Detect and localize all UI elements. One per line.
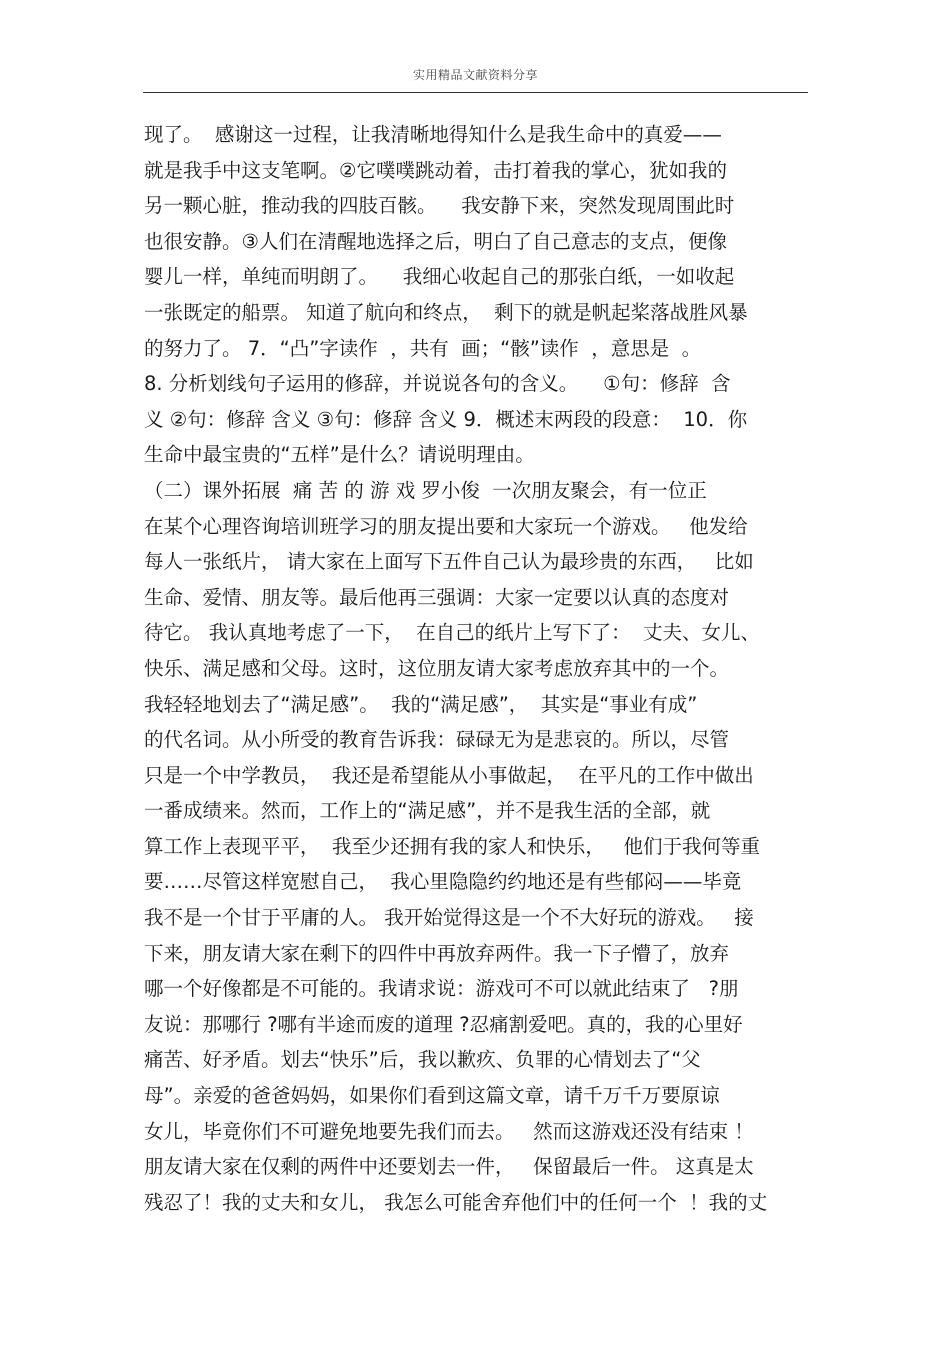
page-header [143, 62, 808, 93]
text-line: 友说：那哪行 ?哪有半途而废的道理 ?忍痛割爱吧。真的，我的心里好 [144, 1012, 743, 1036]
text-line: 一番成绩来。然而，工作上的“满足感”，并不是我生活的全部，就 [144, 799, 711, 823]
text-line: 要……尽管这样宽慰自己， 我心里隐隐约约地还是有些郁闷——毕竟 [144, 870, 742, 894]
text-line: 每人一张纸片， 请大家在上面写下五件自己认为最珍贵的东西， 比如 [144, 550, 754, 574]
text-line: 待它。 我认真地考虑了一下， 在自己的纸片上写下了： 丈夫、女儿、 [144, 621, 760, 645]
text-line: 残忍了！我的丈夫和女儿， 我怎么可能舍弃他们中的任何一个 ！我的丈 [144, 1190, 768, 1214]
text-line: 一张既定的船票。 知道了航向和终点， 剩下的就是帆起桨落战胜风暴 [144, 300, 748, 324]
text-line: 母”。亲爱的爸爸妈妈，如果你们看到这篇文章，请千万千万要原谅 [144, 1084, 720, 1108]
text-line: 朋友请大家在仅剩的两件中还要划去一件， 保留最后一件。 这真是太 [144, 1155, 754, 1179]
text-line: 就是我手中这支笔啊。②它噗噗跳动着，击打着我的掌心，犹如我的 [144, 158, 727, 182]
text-line: 哪一个好像都是不可能的。我请求说：游戏可不可以就此结束了 ?朋 [144, 977, 739, 1001]
text-line: 生命中最宝贵的“五样”是什么？请说明理由。 [144, 443, 535, 467]
text-line: 的代名词。从小所受的教育告诉我：碌碌无为是悲哀的。所以，尽管 [144, 728, 730, 752]
text-line: 我轻轻地划去了“满足感”。 我的“满足感”， 其实是“事业有成” [144, 692, 698, 716]
text-line: 生命、爱情、朋友等。最后他再三强调：大家一定要以认真的态度对 [144, 585, 730, 609]
text-line: 婴儿一样，单纯而明朗了。 我细心收起自己的那张白纸，一如收起 [144, 265, 735, 289]
body-text [144, 117, 814, 1220]
text-line: 另一颗心脏，推动我的四肢百骸。 我安静下来，突然发现周围此时 [144, 194, 735, 218]
text-line: 在某个心理咨询培训班学习的朋友提出要和大家玩一个游戏。 他发给 [144, 514, 748, 538]
text-line: 8. 分析划线句子运用的修辞，并说说各句的含义。 ①句：修辞 含 [144, 372, 731, 396]
text-line: 算工作上表现平平， 我至少还拥有我的家人和快乐， 他们于我何等重 [144, 834, 760, 858]
text-line: 快乐、满足感和父母。这时，这位朋友请大家考虑放弃其中的一个。 [144, 656, 730, 680]
text-line: 下来，朋友请大家在剩下的四件中再放弃两件。我一下子懵了，放弃 [144, 941, 730, 965]
text-line: （二）课外拓展 痛 苦 的 游 戏 罗小俊 一次朋友聚会，有一位正 [144, 478, 707, 502]
text-line: 痛苦、好矛盾。划去“快乐”后，我以歉疚、负罪的心情划去了“父 [144, 1048, 701, 1072]
text-line: 只是一个中学教员， 我还是希望能从小事做起， 在平凡的工作中做出 [144, 763, 754, 787]
text-line: 也很安静。③人们在清醒地选择之后，明白了自己意志的支点，便像 [144, 229, 727, 253]
text-line: 义 ②句：修辞 含义 ③句：修辞 含义 9．概述末两段的段意： 10．你 [144, 407, 748, 431]
header-title: 实用精品文献资料分享 [412, 68, 538, 82]
text-line: 女儿，毕竟你们不可避免地要先我们而去。 然而这游戏还没有结束 ！ [144, 1119, 754, 1143]
text-line: 现了。 感谢这一过程，让我清晰地得知什么是我生命中的真爱—— [144, 123, 722, 146]
text-line: 的努力了。 7．“凸”字读作 ，共有 画；“骸”读作 ，意思是 。 [144, 336, 702, 360]
text-line: 我不是一个甘于平庸的人。 我开始觉得这是一个不大好玩的游戏。 接 [144, 906, 754, 930]
